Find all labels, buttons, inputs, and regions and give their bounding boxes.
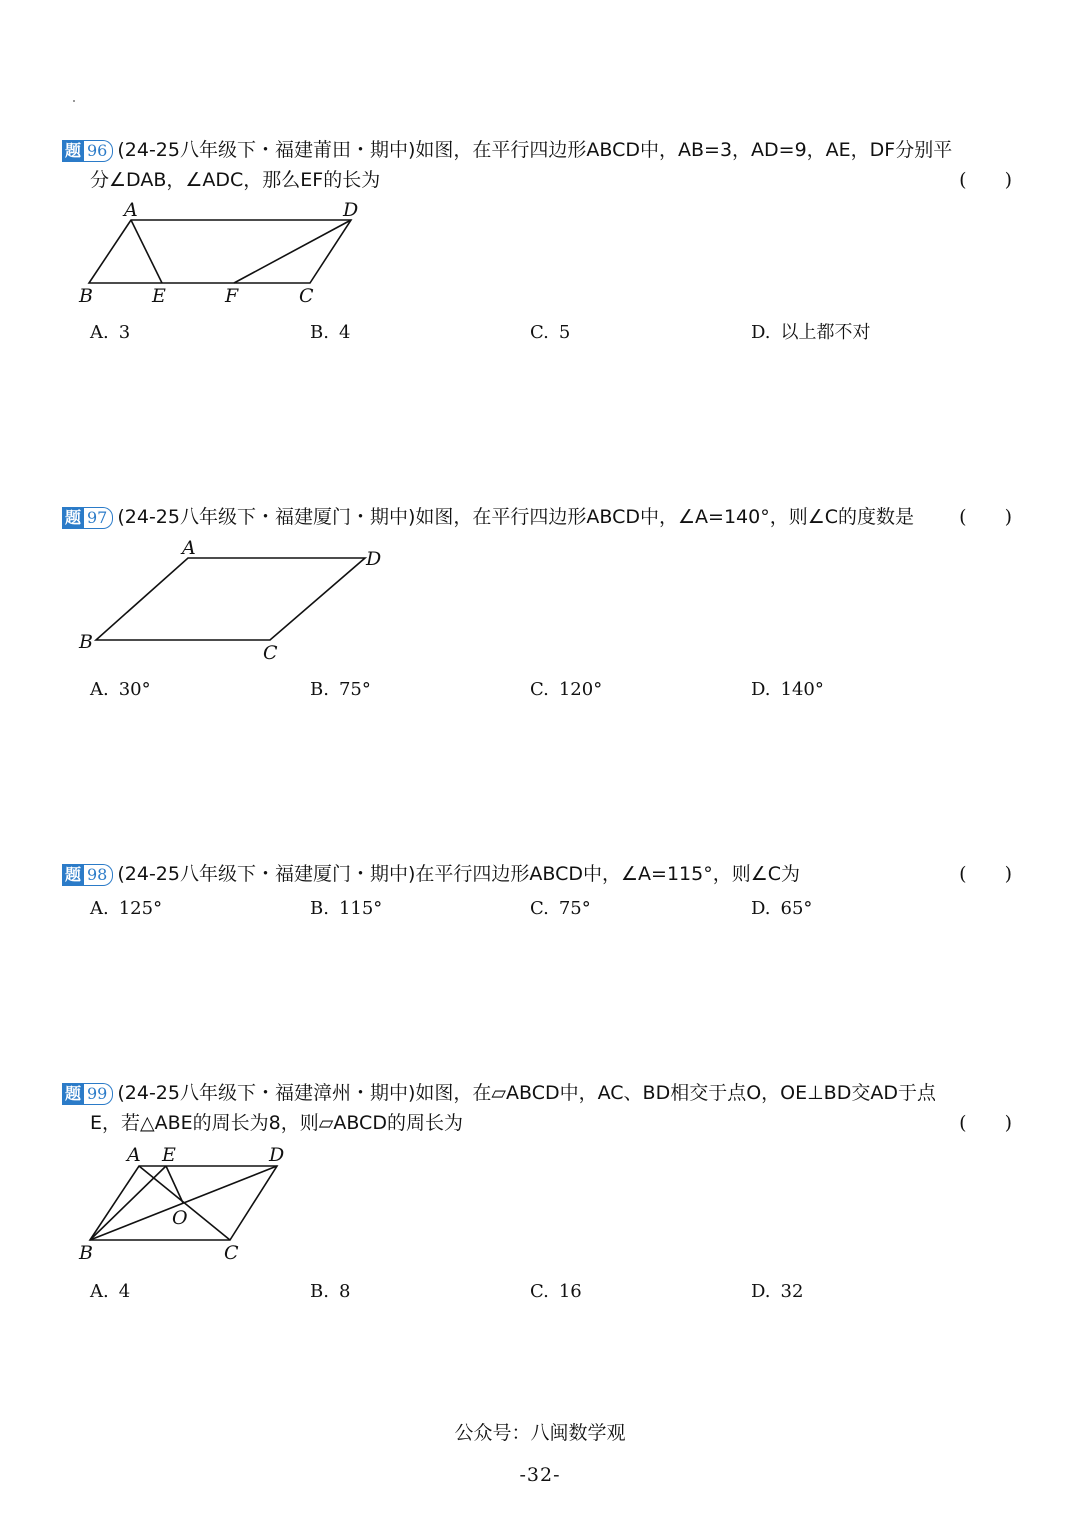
problem-badge: 题 97: [62, 507, 113, 529]
point-label-o: O: [172, 1207, 188, 1229]
problem-stem-continued: 分∠DAB，∠ADC，那么EF的长为: [90, 169, 381, 191]
answer-blank: ( ): [959, 506, 1012, 528]
vertex-label-c: C: [263, 642, 278, 664]
problem-98-line-1: [62, 859, 1012, 889]
problem-97: [62, 502, 1012, 532]
segment-ae: [131, 220, 162, 283]
problem-badge: 题 96: [62, 140, 113, 162]
choice-b[interactable]: B. 75°: [310, 679, 371, 700]
problem-99-line-2: [62, 1108, 1012, 1138]
problem-96: [62, 135, 1012, 195]
choice-c[interactable]: C. 120°: [530, 679, 603, 700]
point-label-e: E: [152, 285, 166, 307]
figure-96-parallelogram: [70, 196, 390, 315]
point-label-e: E: [162, 1144, 176, 1166]
point-label-f: F: [225, 285, 239, 307]
choice-a[interactable]: A. 4: [90, 1281, 131, 1302]
choices-97: [90, 675, 990, 705]
vertex-label-c: C: [224, 1242, 239, 1264]
problem-source: (24-25八年级下・福建厦门・期中): [117, 863, 416, 885]
choice-b[interactable]: B. 4: [310, 322, 351, 343]
choice-d[interactable]: D. 以上都不对: [751, 322, 871, 343]
problem-97-line-1: [62, 502, 1012, 532]
choice-a[interactable]: A. 3: [90, 322, 131, 343]
answer-blank: ( ): [959, 169, 1012, 191]
vertex-label-b: B: [79, 285, 93, 307]
choice-c[interactable]: C. 5: [530, 322, 571, 343]
choice-b[interactable]: B. 115°: [310, 898, 383, 919]
vertex-label-b: B: [79, 1242, 93, 1264]
vertex-label-a: A: [124, 199, 138, 221]
problem-stem: 如图，在平行四边形ABCD中，AB=3，AD=9，AE，DF分别平: [415, 139, 953, 161]
vertex-label-d: D: [343, 199, 359, 221]
parallelogram-abcd: [96, 558, 365, 640]
choice-d[interactable]: D. 65°: [751, 898, 813, 919]
choice-b[interactable]: B. 8: [310, 1281, 351, 1302]
choice-d[interactable]: D. 140°: [751, 679, 824, 700]
problem-stem-continued: E，若△ABE的周长为8，则▱ABCD的周长为: [90, 1112, 463, 1134]
problem-stem: 如图，在▱ABCD中，AC、BD相交于点O，OE⊥BD交AD于点: [415, 1082, 936, 1104]
segment-oe: [166, 1166, 183, 1203]
choices-99: [90, 1277, 990, 1307]
footer-wechat-account: 公众号：八闽数学观: [454, 1422, 626, 1444]
answer-blank: ( ): [959, 863, 1012, 885]
figure-97-parallelogram: [70, 535, 400, 669]
problem-source: (24-25八年级下・福建厦门・期中): [117, 506, 416, 528]
problem-stem: 如图，在平行四边形ABCD中，∠A=140°，则∠C的度数是: [415, 506, 915, 528]
vertex-label-b: B: [79, 631, 93, 653]
vertex-label-a: A: [127, 1144, 141, 1166]
choice-c[interactable]: C. 75°: [530, 898, 591, 919]
problem-96-line-1: [62, 135, 1012, 165]
problem-source: (24-25八年级下・福建漳州・期中): [117, 1082, 416, 1104]
choices-96: [90, 318, 990, 348]
segment-be: [90, 1166, 166, 1240]
choice-a[interactable]: A. 125°: [90, 898, 163, 919]
problem-99-line-1: [62, 1078, 1012, 1108]
choice-a[interactable]: A. 30°: [90, 679, 151, 700]
vertex-label-d: D: [269, 1144, 285, 1166]
problem-source: (24-25八年级下・福建莆田・期中): [117, 139, 416, 161]
page-number: -32-: [519, 1464, 561, 1486]
problem-98: [62, 859, 1012, 889]
problem-badge: 题 98: [62, 864, 113, 886]
problem-96-line-2: [62, 165, 1012, 195]
vertex-label-d: D: [366, 548, 382, 570]
choice-c[interactable]: C. 16: [530, 1281, 582, 1302]
problem-99: [62, 1078, 1012, 1138]
problem-badge: 题 99: [62, 1083, 113, 1105]
scan-dot: [73, 100, 75, 102]
choices-98: [90, 894, 990, 924]
segment-df: [234, 220, 351, 283]
vertex-label-c: C: [299, 285, 314, 307]
answer-blank: ( ): [959, 1112, 1012, 1134]
vertex-label-a: A: [182, 537, 196, 559]
problem-stem: 在平行四边形ABCD中，∠A=115°，则∠C为: [415, 863, 801, 885]
choice-d[interactable]: D. 32: [751, 1281, 804, 1302]
figure-99-parallelogram: [70, 1142, 330, 1276]
parallelogram-abcd: [89, 220, 351, 283]
